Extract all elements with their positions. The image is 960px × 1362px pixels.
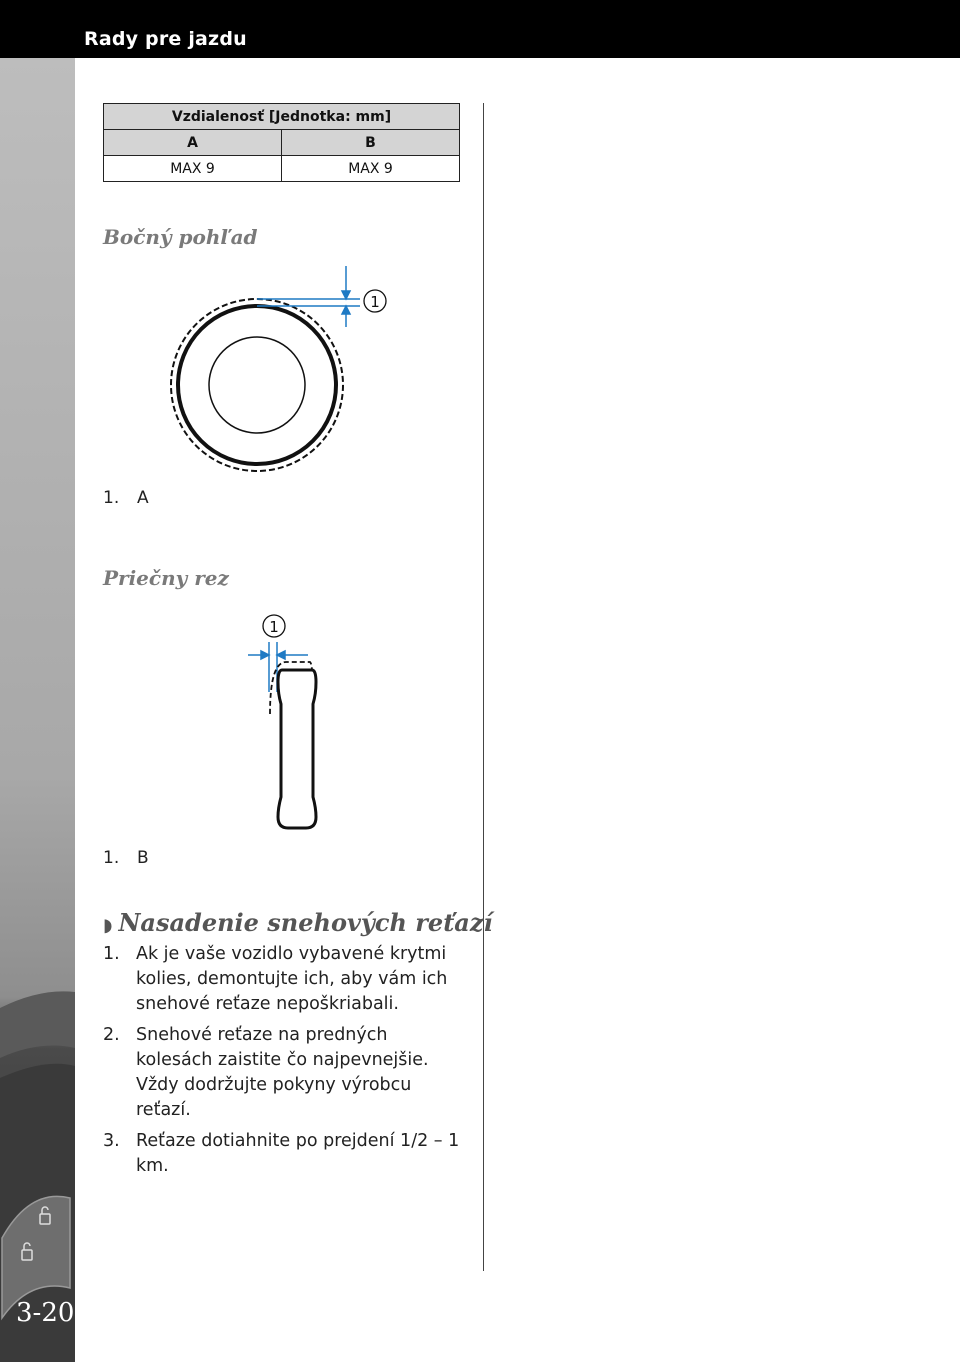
cross-section-heading: Priečny rez	[103, 566, 229, 590]
side-view-diagram	[160, 260, 400, 475]
page-header	[0, 0, 960, 58]
list-item	[103, 1129, 468, 1179]
section-title-text: Nasadenie snehových reťazí	[118, 908, 493, 937]
tire-outline	[178, 306, 336, 464]
section-marker-icon: ◗	[103, 915, 113, 936]
list-item	[103, 1023, 468, 1123]
step-text: Snehové reťaze na predných kolesách zaistite čo najpevnejšie. Vždy dodržujte pokyny výrobcu reťazí.	[136, 1025, 429, 1120]
step-number: 1.	[103, 944, 120, 964]
tire-section	[278, 670, 316, 828]
cross-section-diagram	[240, 612, 340, 837]
table-cell-b: MAX 9	[282, 156, 460, 182]
step-text: Reťaze dotiahnite po prejdení 1/2 – 1 km.	[136, 1131, 460, 1176]
page-number: 3-20	[16, 1298, 75, 1328]
cross-section-caption	[103, 848, 149, 868]
side-view-caption	[103, 488, 149, 508]
wheel-rim	[209, 337, 305, 433]
header-title: Rady pre jazdu	[84, 28, 247, 50]
table-title: Vzdialenosť [Jednotka: mm]	[104, 104, 460, 130]
callout-number: 1	[269, 618, 279, 636]
callout-number: 1	[370, 293, 380, 311]
table-row	[104, 156, 460, 182]
tire-outline-dashed	[171, 299, 343, 471]
column-header-b: B	[282, 130, 460, 156]
caption-number: 1.	[103, 488, 120, 508]
side-view-heading: Bočný pohľad	[103, 225, 258, 249]
distance-table	[103, 103, 460, 182]
column-header-a: A	[104, 130, 282, 156]
step-number: 2.	[103, 1025, 120, 1045]
section-title	[103, 908, 493, 937]
steps-list	[103, 942, 468, 1185]
table-cell-a: MAX 9	[104, 156, 282, 182]
column-divider	[483, 103, 484, 1271]
step-number: 3.	[103, 1131, 120, 1151]
caption-text: A	[137, 488, 149, 508]
list-item	[103, 942, 468, 1017]
caption-number: 1.	[103, 848, 120, 868]
step-text: Ak je vaše vozidlo vybavené krytmi kolies, demontujte ich, aby vám ich snehové reťaze nepoškriabali.	[136, 944, 448, 1014]
dimension-marker-a	[257, 266, 360, 327]
table-header-row	[104, 130, 460, 156]
caption-text: B	[137, 848, 149, 868]
table-title-row	[104, 104, 460, 130]
side-tab	[0, 58, 75, 1362]
